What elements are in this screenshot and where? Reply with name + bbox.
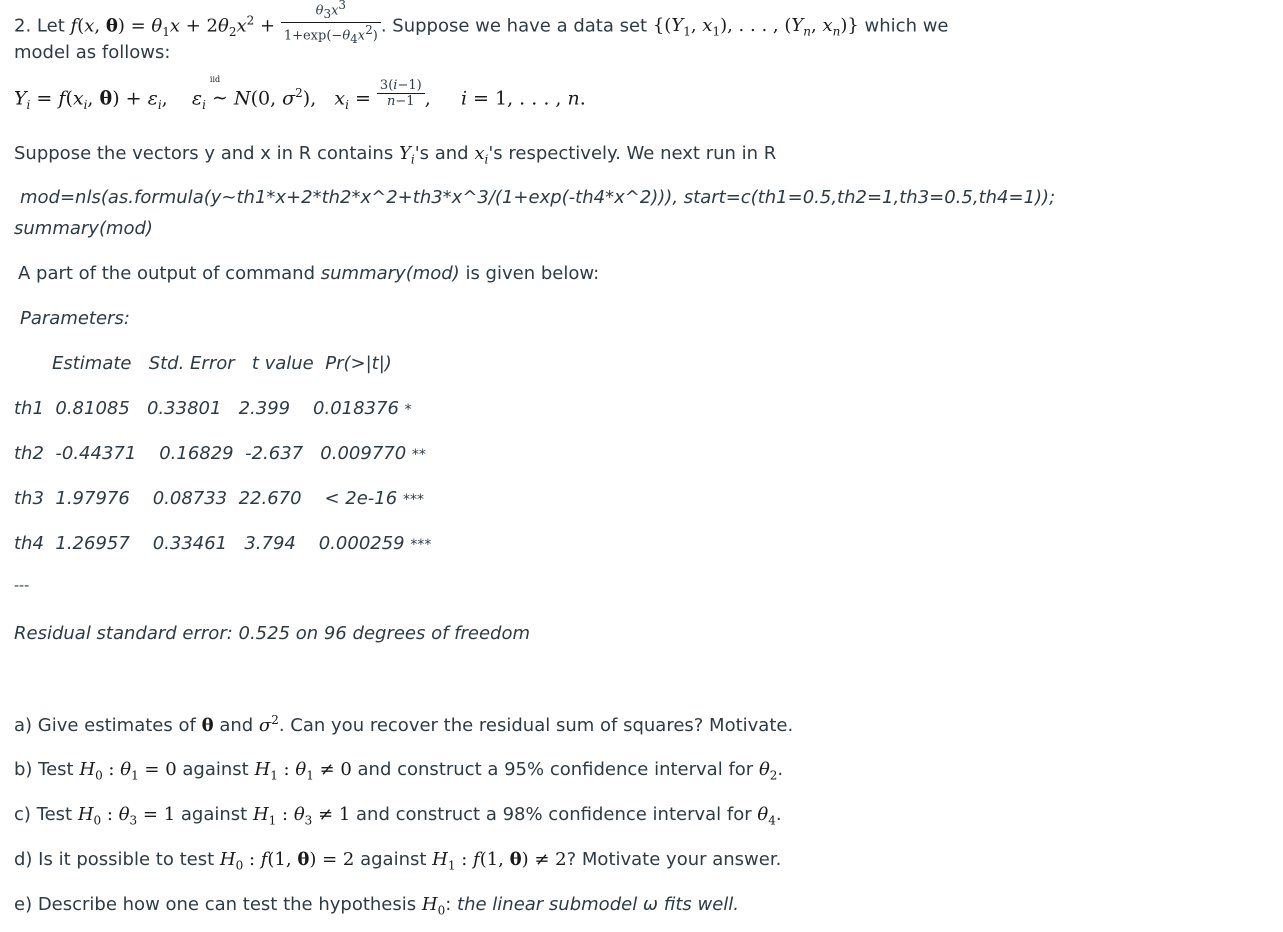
header-p-value: Pr(>|t|) — [325, 353, 392, 374]
problem-number: 2. — [14, 15, 32, 37]
parameters-label: Parameters: — [20, 308, 130, 329]
table-row: th2 -0.44371 0.16829 -2.637 0.009770 ** — [14, 443, 426, 464]
data-set-expression: {($Y_1$, $x_1$), . . . , ($Y_n$, $x_n$)} — [652, 15, 859, 40]
question-e: e) Describe how one can test the hypothesis $H_0$: the linear submodel ω fits well. — [14, 894, 740, 918]
output-intro: A part of the output of command summary(mod) is given below: — [18, 263, 600, 284]
separator: --- — [14, 578, 30, 594]
vectors-statement: Suppose the vectors y and x in R contains $Y_i's$ and $x_i's$ respectively. We next run in R — [14, 143, 777, 167]
question-b: b) Test $H_0$ : $\theta_1 = 0$ against $H_1$ : $\theta_1 \ne 0$ and construct a 95% confidence interval for $\theta_2$. — [14, 759, 784, 783]
question-a: a) Give estimates of θ and $\sigma^2$. Can you recover the residual sum of squares? Motivate. — [14, 713, 794, 736]
model-equation: $Y_i = f(x_i$, $\theta) + \varepsilon_i$, $\varepsilon_i$ iid ∼ N(0, $\sigma^2$), $x_i$ = $\frac{3(i-1)}{n-1}$ , i = 1, . . . , n. — [14, 75, 586, 113]
table-row: th4 1.26957 0.33461 3.794 0.000259 *** — [14, 533, 432, 554]
question-c: c) Test $H_0$ : $\theta_3 = 1$ against $H_1$ : $\theta_3 \ne 1$ and construct a 98% confidence interval for $\theta_4$. — [14, 804, 782, 828]
table-row: th1 0.81085 0.33801 2.399 0.018376 * — [14, 398, 412, 419]
table-row: th3 1.97976 0.08733 22.670 < 2e-16 *** — [14, 488, 424, 509]
fraction-theta3: $\frac{\theta_3x^3}{1+\exp(-\theta_4x^2)}$ — [281, 0, 381, 47]
header-estimate: Estimate — [52, 353, 132, 374]
function-definition: f — [70, 15, 78, 37]
residual-line: Residual standard error: 0.525 on 96 degrees of freedom — [14, 623, 531, 644]
header-t-value: t value — [251, 353, 314, 374]
r-code-line2: summary(mod) — [14, 218, 153, 239]
problem-statement-line1: 2. Let f(x, $\theta) = \theta_1x + 2\theta_2x^2$ + $\frac{\theta_3x^3}{1+\exp(-\theta_4x^2)}$ . Suppose we have a data set {($Y_1$, $x_1$), . . . , ($Y_n$, $x_n$)} which we — [14, 0, 949, 46]
model-as-follows: model as follows: — [14, 42, 171, 63]
header-std-error: Std. Error — [148, 353, 235, 374]
r-code-line1: mod=nls(as.formula(y~th1*x+2*th2*x^2+th3*x^3/(1+exp(-th4*x^2))), start=c(th1=0.5,th2=1,th3=0.5,th4=1)); — [20, 187, 1056, 208]
table-header — [52, 353, 392, 374]
question-d: d) Is it possible to test $H_0$ : f(1, θ) = 2 against $H_1$ : f(1, θ) ≠ 2? Motivate your answer. — [14, 849, 782, 873]
